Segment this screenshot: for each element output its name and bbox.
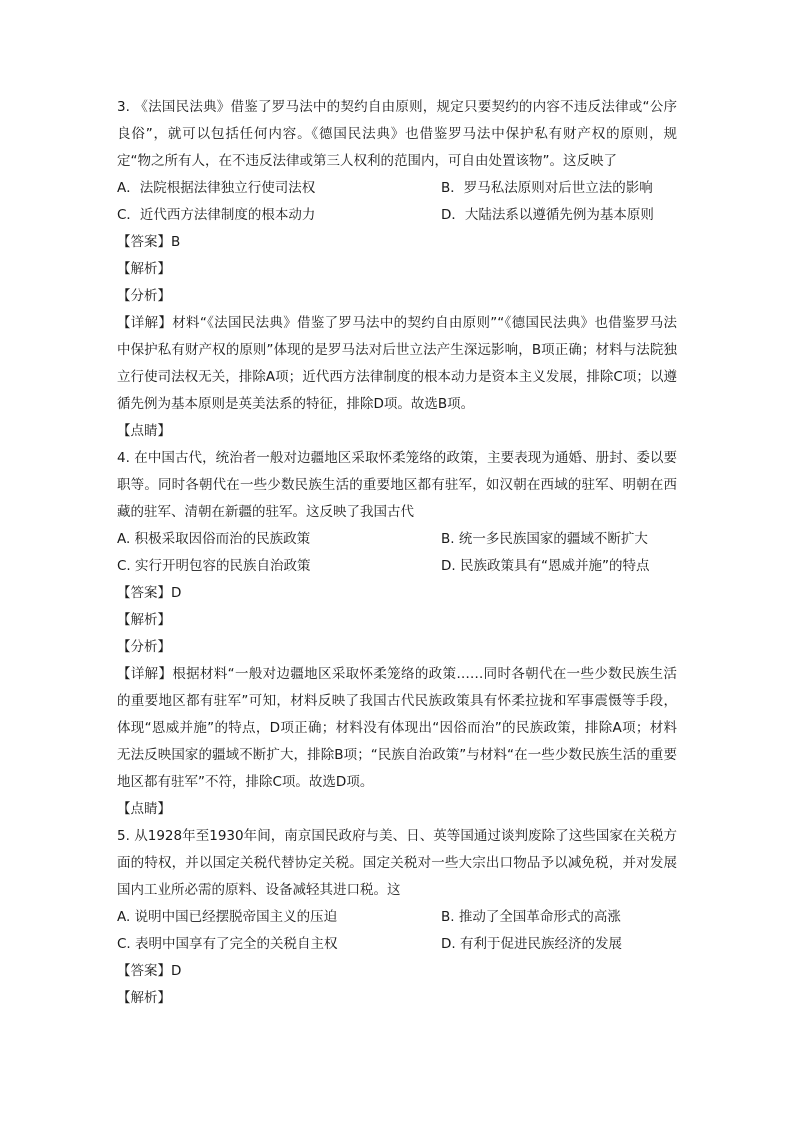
analysis-header: 【解析】 [117,990,171,1006]
detail-paragraph: 【详解】根据材料“一般对边疆地区采取怀柔笼络的政策……同时各朝代在一些少数民族生活的重要地区都有驻军”可知，材料反映了我国古代民族政策具有怀柔拉拢和军事震慑等手段，体现“恩威并施”的特点，D项正确；材料没有体现出“因俗而治”的民族政策，排除A项；材料无法反映国家的疆域不断扩大，排除B项；“民族自治政策”与材料“在一些少数民族生活的重要地区都有驻军”不符，排除C项。故选D项。 [117,666,677,790]
question-stem: 5. 从1928年至1930年间，南京国民政府与美、日、英等国通过谈判废除了这些国家在关税方面的特权，并以国定关税代替协定关税。国定关税对一些大宗出口物品予以减免税，并对发展国内工业所必需的原料、设备减轻其进口税。这 [117,828,677,898]
option-b: B. 推动了全国革命形式的高涨 [441,909,621,925]
answer-label: 【答案】B [117,234,181,250]
option-d: D．大陆法系以遵循先例为基本原则 [441,207,654,223]
question-5 [117,823,677,1012]
option-c: C. 实行开明包容的民族自治政策 [117,558,311,574]
answer-label: 【答案】D [117,585,182,601]
option-a: A．法院根据法律独立行使司法权 [117,180,316,196]
document-content [117,94,677,1012]
fenxi-header: 【分析】 [117,639,171,655]
answer-label: 【答案】D [117,963,182,979]
option-d: D. 民族政策具有“恩威并施”的特点 [441,558,650,574]
question-4 [117,445,677,823]
analysis-header: 【解析】 [117,261,171,277]
option-b: B．罗马私法原则对后世立法的影响 [441,180,653,196]
question-stem: 4. 在中国古代，统治者一般对边疆地区采取怀柔笼络的政策，主要表现为通婚、册封、委以要职等。同时各朝代在一些少数民族生活的重要地区都有驻军，如汉朝在西域的驻军、明朝在西藏的驻军、清朝在新疆的驻军。这反映了我国古代 [117,450,677,520]
question-3 [117,94,677,445]
analysis-header: 【解析】 [117,612,171,628]
options-grid [117,904,677,958]
detail-paragraph: 【详解】材料“《法国民法典》借鉴了罗马法中的契约自由原则”“《德国民法典》也借鉴罗马法中保护私有财产权的原则”体现的是罗马法对后世立法产生深远影响，B项正确；材料与法院独立行使司法权无关，排除A项；近代西方法律制度的根本动力是资本主义发展，排除C项；以遵循先例为基本原则是英美法系的特征，排除D项。故选B项。 [117,315,677,412]
option-c: C．近代西方法律制度的根本动力 [117,207,316,223]
fenxi-header: 【分析】 [117,288,171,304]
option-b: B. 统一多民族国家的疆域不断扩大 [441,531,648,547]
dianjing-header: 【点睛】 [117,423,171,439]
dianjing-header: 【点睛】 [117,801,171,817]
option-a: A. 说明中国已经摆脱帝国主义的压迫 [117,909,338,925]
option-a: A. 积极采取因俗而治的民族政策 [117,531,311,547]
option-c: C. 表明中国享有了完全的关税自主权 [117,936,338,952]
options-grid [117,526,677,580]
question-stem: 3. 《法国民法典》借鉴了罗马法中的契约自由原则，规定只要契约的内容不违反法律或“公序良俗”，就可以包括任何内容。《德国民法典》也借鉴罗马法中保护私有财产权的原则，规定“物之所有人，在不违反法律或第三人权利的范围内，可自由处置该物”。这反映了 [117,99,677,169]
option-d: D. 有利于促进民族经济的发展 [441,936,622,952]
options-grid [117,175,677,229]
